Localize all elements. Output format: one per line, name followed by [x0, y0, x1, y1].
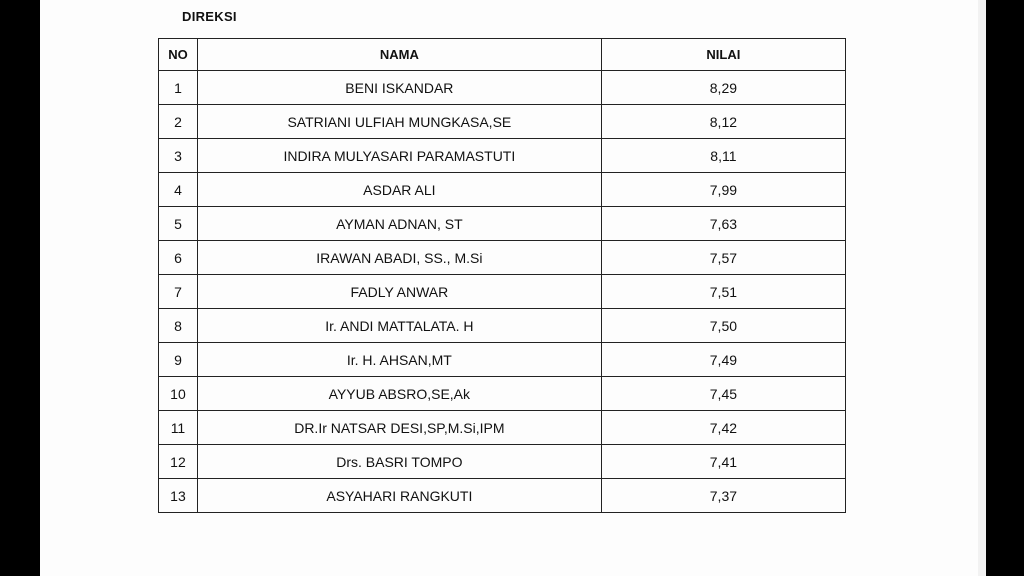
row-nama-cell: DR.Ir NATSAR DESI,SP,M.Si,IPM	[197, 411, 601, 445]
row-nama-cell: Ir. H. AHSAN,MT	[197, 343, 601, 377]
table-row	[159, 411, 846, 445]
row-nilai-cell: 7,99	[601, 173, 845, 207]
row-nilai-cell: 8,29	[601, 71, 845, 105]
row-no-cell: 5	[159, 207, 198, 241]
row-no-cell: 8	[159, 309, 198, 343]
header-nama: NAMA	[197, 39, 601, 71]
table-row	[159, 71, 846, 105]
row-nilai-cell: 8,11	[601, 139, 845, 173]
row-no-cell: 12	[159, 445, 198, 479]
row-no-cell: 13	[159, 479, 198, 513]
row-nama-cell: AYMAN ADNAN, ST	[197, 207, 601, 241]
row-nilai-cell: 7,49	[601, 343, 845, 377]
score-table	[158, 38, 846, 513]
row-no-cell: 4	[159, 173, 198, 207]
table-row	[159, 445, 846, 479]
row-no-cell: 3	[159, 139, 198, 173]
row-nilai-cell: 7,37	[601, 479, 845, 513]
row-nama-cell: FADLY ANWAR	[197, 275, 601, 309]
table-row	[159, 309, 846, 343]
row-nilai-cell: 7,51	[601, 275, 845, 309]
row-nilai-cell: 7,41	[601, 445, 845, 479]
table-row	[159, 343, 846, 377]
row-no-cell: 9	[159, 343, 198, 377]
row-nama-cell: Ir. ANDI MATTALATA. H	[197, 309, 601, 343]
row-nama-cell: SATRIANI ULFIAH MUNGKASA,SE	[197, 105, 601, 139]
table-row	[159, 377, 846, 411]
table-row	[159, 241, 846, 275]
table-row	[159, 479, 846, 513]
row-no-cell: 11	[159, 411, 198, 445]
row-nama-cell: AYYUB ABSRO,SE,Ak	[197, 377, 601, 411]
row-nama-cell: ASDAR ALI	[197, 173, 601, 207]
row-nama-cell: BENI ISKANDAR	[197, 71, 601, 105]
row-nama-cell: INDIRA MULYASARI PARAMASTUTI	[197, 139, 601, 173]
table-row	[159, 207, 846, 241]
row-nilai-cell: 7,42	[601, 411, 845, 445]
table-row	[159, 275, 846, 309]
row-no-cell: 6	[159, 241, 198, 275]
table-row	[159, 173, 846, 207]
section-title: DIREKSI	[182, 9, 237, 24]
row-nilai-cell: 7,63	[601, 207, 845, 241]
table-row	[159, 105, 846, 139]
row-no-cell: 7	[159, 275, 198, 309]
row-nilai-cell: 7,57	[601, 241, 845, 275]
row-no-cell: 10	[159, 377, 198, 411]
row-nilai-cell: 7,45	[601, 377, 845, 411]
row-nilai-cell: 8,12	[601, 105, 845, 139]
row-nama-cell: Drs. BASRI TOMPO	[197, 445, 601, 479]
row-no-cell: 2	[159, 105, 198, 139]
header-nilai: NILAI	[601, 39, 845, 71]
row-nama-cell: ASYAHARI RANGKUTI	[197, 479, 601, 513]
row-nilai-cell: 7,50	[601, 309, 845, 343]
table-row	[159, 139, 846, 173]
table-header-row	[159, 39, 846, 71]
row-nama-cell: IRAWAN ABADI, SS., M.Si	[197, 241, 601, 275]
page-edge	[978, 0, 986, 576]
row-no-cell: 1	[159, 71, 198, 105]
header-no: NO	[159, 39, 198, 71]
